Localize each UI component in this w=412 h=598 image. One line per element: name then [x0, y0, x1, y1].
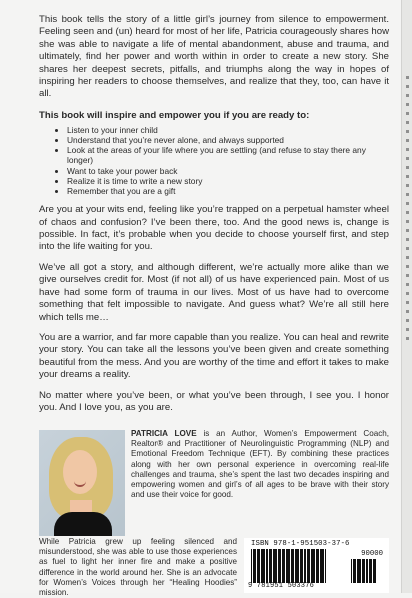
- list-item: • Realize it is time to write a new story: [67, 176, 389, 186]
- author-photo-shirt: [54, 512, 112, 536]
- spine-mark: [403, 70, 411, 310]
- author-bio-top: [131, 429, 389, 500]
- isbn-barcode: [244, 538, 389, 593]
- author-photo-face: [63, 450, 97, 494]
- list-item: • Want to take your power back: [67, 166, 389, 176]
- paragraph-warrior: You are a warrior, and far more capable than you realize. You can heal and rewrite your story. You can take all the lessons you’ve been given and create something beautiful from the mess. And you are worthy of the time and effort it takes to make your dreams a reality.: [39, 331, 389, 381]
- barcode-price-code: 90000: [361, 550, 383, 558]
- list-item: • Remember that you are a gift: [67, 186, 389, 196]
- paragraph-see-you: No matter where you’ve been, or what you’ve been through, I see you. I honor you. And I love you, as you are.: [39, 389, 389, 413]
- author-bio-top-text: is an Author, Women’s Empowerment Coach, Realtor® and Practitioner of Neurolinguistic Programming (NLP) and Emotional Freedom Technique (EFT). By combining these practices along with her own personal experience in overcoming real-life challenges and trauma, she’s spent the last two decades inspiring and empowering women and girl’s of all ages to be brave with their story and use their voice for good.: [131, 429, 389, 500]
- isbn-label: ISBN 978-1-951503-37-6: [251, 540, 350, 548]
- barcode-number: 9 781951 503376: [248, 582, 315, 590]
- cover-copy: [39, 14, 389, 414]
- list-item: • Listen to your inner child: [67, 125, 389, 135]
- author-bio-lower: While Patricia grew up feeling silenced and misunderstood, she was able to use those experiences as fuel to light her inner fire and make a positive difference in the world around her. She is an advocate for Women’s Voices through her “Healing Hoodies” mission.: [39, 537, 237, 598]
- paragraph-story: We’ve all got a story, and although different, we’re actually more alike than we give ourselves credit for. Most (if not all) of us have experienced pain. Most of us have had some form of trauma in our lives. Most of us have had to overcome something that felt impossible to navigate. And guess what? We’re all still here which tells me…: [39, 261, 389, 323]
- author-name: PATRICIA LOVE: [131, 429, 197, 438]
- author-bio: [39, 429, 389, 598]
- list-item: • Understand that you’re never alone, and always supported: [67, 135, 389, 145]
- author-photo: [39, 430, 125, 536]
- paragraph-wits-end: Are you at your wits end, feeling like you’re trapped on a perpetual hamster wheel of chaos and confusion? I’ve been there, too. And the good news is, change is possible. In fact, it’s probable when you decide to choose yourself first, and step into the life waiting for you.: [39, 204, 389, 253]
- book-spine-edge: [401, 0, 412, 593]
- list-item: • Look at the areas of your life where you are settling (and refuse to stay there any longer): [67, 145, 389, 165]
- barcode-main-bars: [251, 549, 347, 583]
- barcode-addon-bars: [351, 559, 382, 583]
- intro-paragraph: This book tells the story of a little girl’s journey from silence to empowerment. Feeling seen and (un) heard for most of her life, Patricia courageously shares how she was able to navigate a life of mental abandonment, abuse and trauma, and ultimately, find her power and worth within in order to create a new story. She shares her deepest secrets, pitfalls, and triumphs along the way in hopes of inspiring her readers to choose themselves, and realize that they, too, can have it all.: [39, 14, 389, 100]
- benefits-list: [39, 125, 389, 196]
- bullet-heading: This book will inspire and empower you if you are ready to:: [39, 109, 310, 121]
